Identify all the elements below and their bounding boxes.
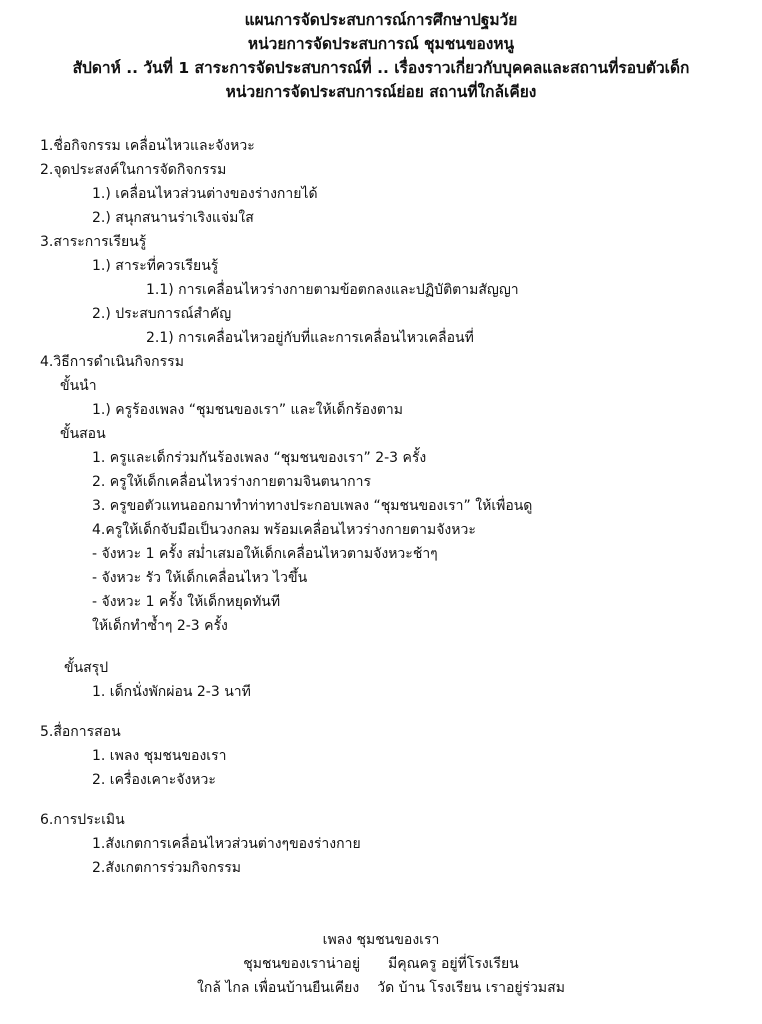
media-1: 1. เพลง ชุมชนของเรา (92, 748, 227, 764)
eval-title: 6.การประเมิน (40, 812, 125, 828)
intro-title: ขั้นนำ (60, 378, 97, 394)
teach-1: 1. ครูและเด็กร่วมกันร้องเพลง “ชุมชนของเรา” 2-3 ครั้ง (92, 450, 427, 466)
song-line-1 (0, 954, 762, 974)
header-subunit: หน่วยการจัดประสบการณ์ย่อย สถานที่ใกล้เคียง (225, 83, 537, 101)
activity-name: 1.ชื่อกิจกรรม เคลื่อนไหวและจังหวะ (40, 138, 255, 154)
header-unit: หน่วยการจัดประสบการณ์ ชุมชนของหนู (247, 35, 515, 53)
eval-1: 1.สังเกตการเคลื่อนไหวส่วนต่างๆของร่างกาย (92, 836, 361, 852)
song-line-2 (0, 978, 762, 998)
media-2: 2. เครื่องเคาะจังหวะ (92, 772, 216, 788)
learn-2-1: 2.1) การเคลื่อนไหวอยู่กับที่และการเคลื่อนไหวเคลื่อนที่ (146, 330, 474, 346)
eval-2: 2.สังเกตการร่วมกิจกรรม (92, 860, 241, 876)
intro-1: 1.) ครูร้องเพลง “ชุมชนของเรา” และให้เด็กร้องตาม (92, 402, 404, 418)
learn-1: 1.) สาระที่ควรเรียนรู้ (92, 258, 219, 274)
song-line-1-b: มีคุณครู อยู่ที่โรงเรียน (388, 956, 519, 972)
header-week: สัปดาห์ .. วันที่ 1 สาระการจัดประสบการณ์ที่ .. เรื่องราวเกี่ยวกับบุคคลและสถานที่รอบตัวเด็ก (72, 59, 690, 77)
song-line-2-a: ใกล้ ไกล เพื่อนบ้านยืนเคียง (197, 980, 360, 996)
teach-3: 3. ครูขอตัวแทนออกมาทำท่าทางประกอบเพลง “ชุมชนของเรา” ให้เพื่อนดู (92, 498, 533, 514)
learning-title: 3.สาระการเรียนรู้ (40, 234, 147, 250)
summary-1: 1. เด็กนั่งพักผ่อน 2-3 นาที (92, 684, 251, 700)
objective-2: 2.) สนุกสนานร่าเริงแจ่มใส (92, 210, 254, 226)
objective-1: 1.) เคลื่อนไหวส่วนต่างของร่างกายได้ (92, 186, 318, 202)
teach-7: - จังหวะ 1 ครั้ง ให้เด็กหยุดทันที (92, 594, 281, 610)
method-title: 4.วิธีการดำเนินกิจกรรม (40, 354, 184, 370)
song-title: เพลง ชุมชนของเรา (322, 932, 440, 948)
objectives-title: 2.จุดประสงค์ในการจัดกิจกรรม (40, 162, 227, 178)
teach-6: - จังหวะ รัว ให้เด็กเคลื่อนไหว ไวขึ้น (92, 570, 308, 586)
header-title: แผนการจัดประสบการณ์การศึกษาปฐมวัย (244, 11, 518, 29)
learn-1-1: 1.1) การเคลื่อนไหวร่างกายตามข้อตกลงและปฏิบัติตามสัญญา (146, 282, 519, 298)
song-line-1-a: ชุมชนของเราน่าอยู่ (243, 956, 361, 972)
teach-5: - จังหวะ 1 ครั้ง สม่ำเสมอให้เด็กเคลื่อนไหวตามจังหวะช้าๆ (92, 546, 438, 562)
media-title: 5.สื่อการสอน (40, 724, 121, 740)
teach-4: 4.ครูให้เด็กจับมือเป็นวงกลม พร้อมเคลื่อนไหวร่างกายตามจังหวะ (92, 522, 476, 538)
teach-8: ให้เด็กทำซ้ำๆ 2-3 ครั้ง (92, 618, 228, 634)
teach-2: 2. ครูให้เด็กเคลื่อนไหวร่างกายตามจินตนาการ (92, 474, 372, 490)
summary-title: ขั้นสรุป (64, 660, 109, 676)
learn-2: 2.) ประสบการณ์สำคัญ (92, 306, 232, 322)
song-line-2-b: วัด บ้าน โรงเรียน เราอยู่ร่วมสม (377, 980, 565, 996)
teach-title: ขั้นสอน (60, 426, 106, 442)
